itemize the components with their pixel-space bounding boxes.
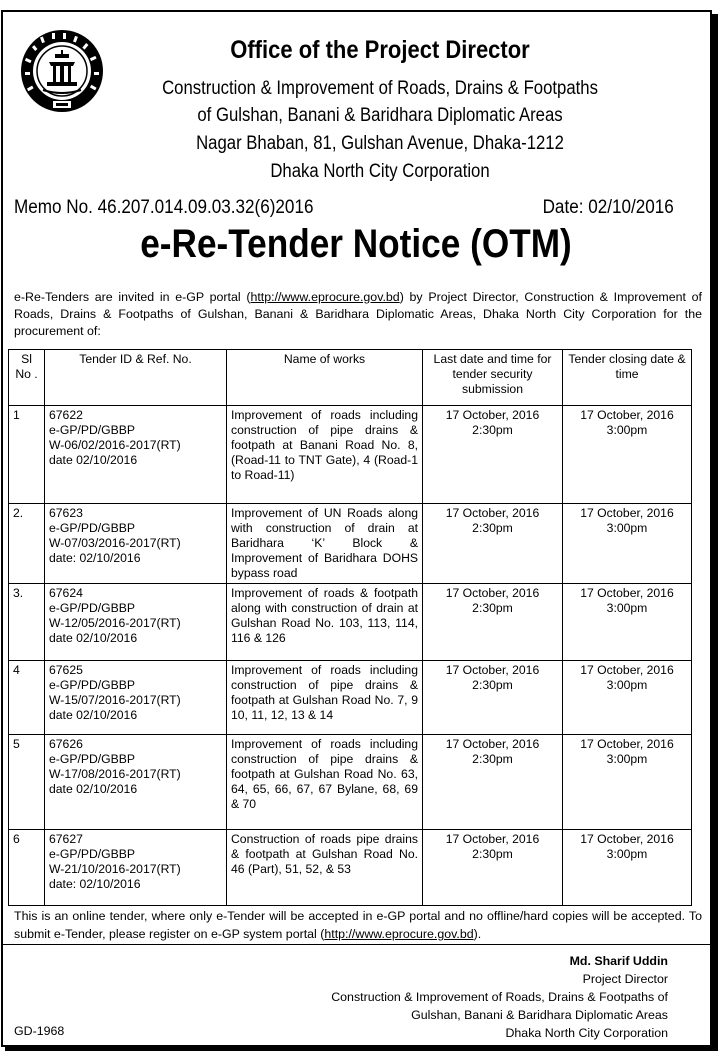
table-row bbox=[9, 735, 692, 830]
cell-works: Improvement of roads including construction of pipe drains & footpath at Gulshan Road No. 7, 9 10, 11, 12, 13 & 14 bbox=[227, 661, 423, 735]
security-date: 17 October, 2016 bbox=[445, 737, 540, 751]
tender-id: 67623 bbox=[49, 506, 83, 520]
security-time: 2:30pm bbox=[472, 752, 513, 766]
cell-works: Improvement of UN Roads along with construction of drain at Baridhara ‘K’ Block & Improvement of Baridhara DOHS bypass road bbox=[227, 504, 423, 584]
closing-time: 3:00pm bbox=[606, 678, 648, 692]
cell-closing bbox=[563, 406, 692, 504]
note-text-start: This is an online tender, where only e-Tender will be accepted in e-GP portal and no offline/hard copies will be accepted. To submit e-Tender, please register on e-GP system portal ( bbox=[14, 909, 702, 941]
tender-table bbox=[8, 349, 692, 906]
cell-closing bbox=[563, 661, 692, 735]
signature-block bbox=[331, 952, 668, 1042]
tender-ref-number: W-21/10/2016-2017(RT) bbox=[49, 862, 181, 876]
frame-shadow-right bbox=[712, 14, 718, 1051]
note-text-end: ). bbox=[473, 927, 482, 941]
cell-sl: 1 bbox=[9, 406, 45, 504]
tender-ref-date: date: 02/10/2016 bbox=[49, 877, 141, 891]
table-header-row bbox=[9, 350, 692, 406]
tender-ref-prefix: e-GP/PD/GBBP bbox=[49, 521, 136, 535]
cell-works: Improvement of roads including construction of pipe drains & footpath at Gulshan Road No. 63, 64, 65, 66, 67, 67 Bylane, 68, 69 & 70 bbox=[227, 735, 423, 830]
tender-id: 67624 bbox=[49, 586, 83, 600]
security-date: 17 October, 2016 bbox=[445, 586, 540, 600]
closing-date: 17 October, 2016 bbox=[580, 506, 674, 520]
tender-id: 67626 bbox=[49, 737, 83, 751]
cell-security bbox=[423, 735, 563, 830]
tender-ref-prefix: e-GP/PD/GBBP bbox=[49, 601, 136, 615]
security-time: 2:30pm bbox=[472, 521, 513, 535]
cell-closing bbox=[563, 735, 692, 830]
gd-number: GD-1968 bbox=[14, 1024, 65, 1038]
table-row bbox=[9, 584, 692, 661]
tender-ref-number: W-17/08/2016-2017(RT) bbox=[49, 767, 181, 781]
tender-ref-prefix: e-GP/PD/GBBP bbox=[49, 752, 136, 766]
closing-date: 17 October, 2016 bbox=[580, 737, 674, 751]
closing-time: 3:00pm bbox=[606, 847, 648, 861]
office-line-1: Construction & Improvement of Roads, Drains & Footpaths bbox=[162, 78, 598, 99]
tender-ref-date: date 02/10/2016 bbox=[49, 631, 138, 645]
tender-ref-date: date 02/10/2016 bbox=[49, 453, 138, 467]
memo-number: Memo No. 46.207.014.09.03.32(6)2016 bbox=[14, 197, 314, 218]
cell-security bbox=[423, 504, 563, 584]
cell-sl: 5 bbox=[9, 735, 45, 830]
tender-ref-number: W-06/02/2016-2017(RT) bbox=[49, 438, 181, 452]
closing-date: 17 October, 2016 bbox=[580, 832, 674, 846]
cell-sl: 4 bbox=[9, 661, 45, 735]
table-row bbox=[9, 830, 692, 906]
security-time: 2:30pm bbox=[472, 423, 513, 437]
cell-tender-id bbox=[45, 504, 227, 584]
security-date: 17 October, 2016 bbox=[445, 408, 540, 422]
security-time: 2:30pm bbox=[472, 847, 513, 861]
city-corporation-seal-icon bbox=[19, 28, 105, 114]
tender-ref-number: W-12/05/2016-2017(RT) bbox=[49, 616, 181, 630]
cell-security bbox=[423, 406, 563, 504]
cell-closing bbox=[563, 504, 692, 584]
tender-ref-date: date 02/10/2016 bbox=[49, 708, 138, 722]
closing-time: 3:00pm bbox=[606, 521, 648, 535]
signatory-office-line-1: Construction & Improvement of Roads, Drains & Footpaths of bbox=[331, 990, 668, 1004]
office-line-2: of Gulshan, Banani & Baridhara Diplomatic Areas bbox=[197, 105, 563, 126]
tender-ref-prefix: e-GP/PD/GBBP bbox=[49, 847, 136, 861]
cell-works: Improvement of roads including construction of pipe drains & footpath at Banani Road No. 8, (Road-11 to TNT Gate), 4 (Road-1 to Road-11) bbox=[227, 406, 423, 504]
security-time: 2:30pm bbox=[472, 601, 513, 615]
cell-security bbox=[423, 584, 563, 661]
security-date: 17 October, 2016 bbox=[445, 832, 540, 846]
cell-tender-id bbox=[45, 830, 227, 906]
tender-ref-date: date: 02/10/2016 bbox=[49, 551, 141, 565]
cell-tender-id bbox=[45, 406, 227, 504]
cell-tender-id bbox=[45, 584, 227, 661]
cell-tender-id bbox=[45, 661, 227, 735]
signature-divider bbox=[3, 944, 710, 945]
cell-sl: 6 bbox=[9, 830, 45, 906]
signatory-designation: Project Director bbox=[582, 972, 668, 986]
closing-time: 3:00pm bbox=[606, 752, 648, 766]
office-line-4: Dhaka North City Corporation bbox=[270, 161, 490, 182]
table-row bbox=[9, 504, 692, 584]
closing-time: 3:00pm bbox=[606, 423, 648, 437]
office-line-3: Nagar Bhaban, 81, Gulshan Avenue, Dhaka-1212 bbox=[196, 133, 564, 154]
cell-sl: 3. bbox=[9, 584, 45, 661]
tender-ref-number: W-15/07/2016-2017(RT) bbox=[49, 693, 181, 707]
tender-ref-date: date 02/10/2016 bbox=[49, 782, 138, 796]
tender-ref-prefix: e-GP/PD/GBBP bbox=[49, 423, 136, 437]
security-date: 17 October, 2016 bbox=[445, 506, 540, 520]
cell-security bbox=[423, 830, 563, 906]
closing-date: 17 October, 2016 bbox=[580, 586, 674, 600]
cell-sl: 2. bbox=[9, 504, 45, 584]
signatory-office-line-2: Gulshan, Banani & Baridhara Diplomatic Areas bbox=[411, 1008, 668, 1022]
cell-tender-id bbox=[45, 735, 227, 830]
header-works: Name of works bbox=[227, 350, 423, 406]
tender-id: 67627 bbox=[49, 832, 83, 846]
intro-text-end: ) by Project Director, Construction & Improvement of Roads, Drains & Footpaths of Gulshan, Banani & Baridhara Diplomatic Areas, Dhaka North City Corporation for the procurement of: bbox=[14, 290, 702, 338]
frame-shadow-bottom bbox=[5, 1045, 718, 1051]
header-closing: Tender closing date & time bbox=[563, 350, 692, 406]
memo-date: Date: 02/10/2016 bbox=[542, 197, 674, 218]
cell-security bbox=[423, 661, 563, 735]
closing-date: 17 October, 2016 bbox=[580, 408, 674, 422]
tender-ref-prefix: e-GP/PD/GBBP bbox=[49, 678, 136, 692]
intro-paragraph bbox=[14, 289, 702, 340]
security-time: 2:30pm bbox=[472, 678, 513, 692]
online-tender-note bbox=[14, 907, 702, 943]
closing-time: 3:00pm bbox=[606, 601, 648, 615]
cell-works: Improvement of roads & footpath along with construction of drain at Gulshan Road No. 103, 113, 114, 116 & 126 bbox=[227, 584, 423, 661]
signatory-office-line-3: Dhaka North City Corporation bbox=[505, 1026, 668, 1040]
table-row bbox=[9, 661, 692, 735]
security-date: 17 October, 2016 bbox=[445, 663, 540, 677]
cell-works: Construction of roads pipe drains & footpath at Gulshan Road No. 46 (Part), 51, 52, & 53 bbox=[227, 830, 423, 906]
header-tender-id: Tender ID & Ref. No. bbox=[45, 350, 227, 406]
office-title: Office of the Project Director bbox=[230, 36, 530, 64]
tender-id: 67622 bbox=[49, 408, 83, 422]
header-security: Last date and time for tender security submission bbox=[423, 350, 563, 406]
header-sl: Sl No . bbox=[9, 350, 45, 406]
tender-id: 67625 bbox=[49, 663, 83, 677]
table-row bbox=[9, 406, 692, 504]
cell-closing bbox=[563, 584, 692, 661]
signatory-name: Md. Sharif Uddin bbox=[569, 954, 668, 968]
cell-closing bbox=[563, 830, 692, 906]
notice-title: e-Re-Tender Notice (OTM) bbox=[140, 222, 572, 266]
tender-ref-number: W-07/03/2016-2017(RT) bbox=[49, 536, 181, 550]
eprocure-register-link[interactable]: http://www.eprocure.gov.bd bbox=[324, 927, 474, 941]
intro-text-start: e-Re-Tenders are invited in e-GP portal ( bbox=[14, 290, 251, 304]
closing-date: 17 October, 2016 bbox=[580, 663, 674, 677]
eprocure-link[interactable]: http://www.eprocure.gov.bd bbox=[250, 290, 400, 304]
